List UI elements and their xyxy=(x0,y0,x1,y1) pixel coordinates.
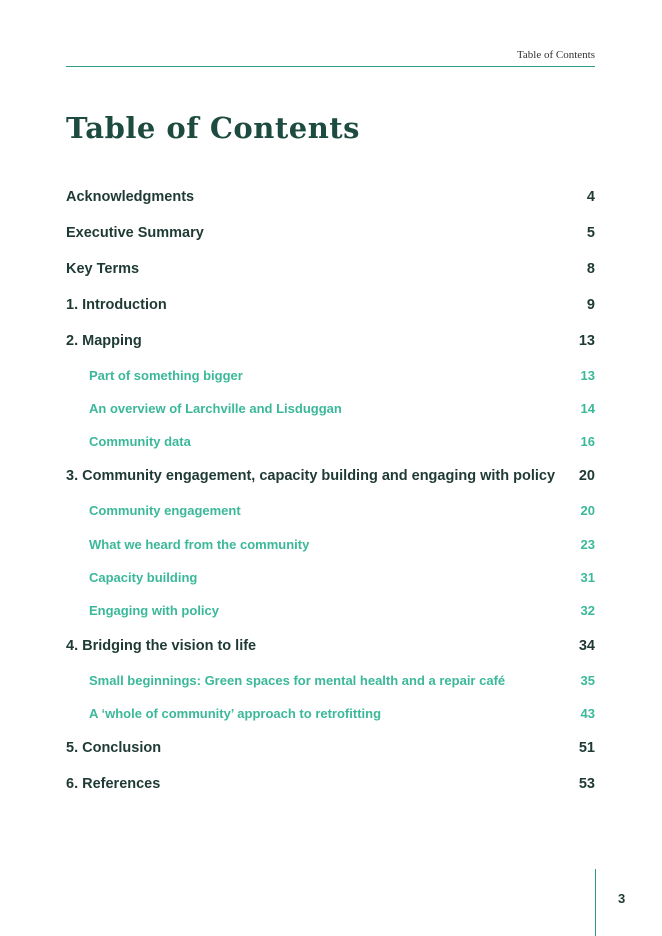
toc-subentry-label: Small beginnings: Green spaces for mental health and a repair café xyxy=(89,673,506,688)
toc-subentry-page: 20 xyxy=(580,503,595,518)
running-header: Table of Contents xyxy=(66,48,595,67)
toc-subentry-page: 23 xyxy=(580,537,595,552)
toc-entry-label: 2. Mapping xyxy=(66,333,142,349)
toc-subentry-label: An overview of Larchville and Lisduggan xyxy=(89,401,342,416)
toc-subentry[interactable] xyxy=(89,670,595,692)
toc-subentry-label: Community data xyxy=(89,434,191,449)
toc-subentry-label: A ‘whole of community’ approach to retrofitting xyxy=(89,706,382,721)
toc-entry-label: Key Terms xyxy=(66,261,140,277)
toc-subentry[interactable] xyxy=(89,567,595,589)
toc-entry-page: 4 xyxy=(586,189,595,205)
toc-entry[interactable] xyxy=(66,635,595,657)
toc-entry-label: 3. Community engagement, capacity building and engaging with policy xyxy=(66,468,556,484)
footer-divider xyxy=(595,869,596,936)
toc-entry-page: 5 xyxy=(586,225,595,241)
toc-subentry-page: 16 xyxy=(580,434,595,449)
toc-entry-page: 8 xyxy=(586,261,595,277)
toc-entry-label: 1. Introduction xyxy=(66,297,167,313)
toc-entry[interactable] xyxy=(66,186,595,208)
toc-entry-page: 51 xyxy=(578,740,595,756)
toc-subentry-label: Part of something bigger xyxy=(89,368,243,383)
toc-entry-label: 6. References xyxy=(66,776,161,792)
toc-subentry-page: 43 xyxy=(580,706,595,721)
toc-entry[interactable] xyxy=(66,330,595,352)
toc-subentry-label: Engaging with policy xyxy=(89,603,219,618)
toc-subentry-page: 35 xyxy=(580,673,595,688)
toc-subentry-page: 32 xyxy=(580,603,595,618)
toc-subentry[interactable] xyxy=(89,398,595,420)
page-title: Table of Contents xyxy=(66,111,361,145)
toc-subentry[interactable] xyxy=(89,534,595,556)
toc-subentry[interactable] xyxy=(89,500,595,522)
toc-entry-label: Executive Summary xyxy=(66,225,204,241)
toc-entry[interactable] xyxy=(66,222,595,244)
toc-entry-page: 34 xyxy=(578,638,595,654)
toc-subentry-label: What we heard from the community xyxy=(89,537,310,552)
toc-entry[interactable] xyxy=(66,465,595,487)
toc-entry[interactable] xyxy=(66,294,595,316)
toc-entry[interactable] xyxy=(66,737,595,759)
toc-subentry[interactable] xyxy=(89,600,595,622)
toc-subentry-label: Community engagement xyxy=(89,503,241,518)
toc-entry-page: 53 xyxy=(578,776,595,792)
toc-subentry-label: Capacity building xyxy=(89,570,198,585)
toc-subentry-page: 31 xyxy=(580,570,595,585)
page-number: 3 xyxy=(618,891,626,906)
toc-subentry-page: 14 xyxy=(580,401,595,416)
toc-entry-label: 4. Bridging the vision to life xyxy=(66,638,257,654)
toc-entry-label: 5. Conclusion xyxy=(66,740,162,756)
toc-subentry[interactable] xyxy=(89,703,595,725)
toc-subentry[interactable] xyxy=(89,365,595,387)
toc-entry-page: 13 xyxy=(578,333,595,349)
toc-subentry[interactable] xyxy=(89,431,595,453)
toc-entry-page: 9 xyxy=(586,297,595,313)
toc-entry[interactable] xyxy=(66,258,595,280)
toc-entry-label: Acknowledgments xyxy=(66,189,195,205)
toc-subentry-page: 13 xyxy=(580,368,595,383)
toc-entry-page: 20 xyxy=(578,468,595,484)
toc-entry[interactable] xyxy=(66,773,595,795)
